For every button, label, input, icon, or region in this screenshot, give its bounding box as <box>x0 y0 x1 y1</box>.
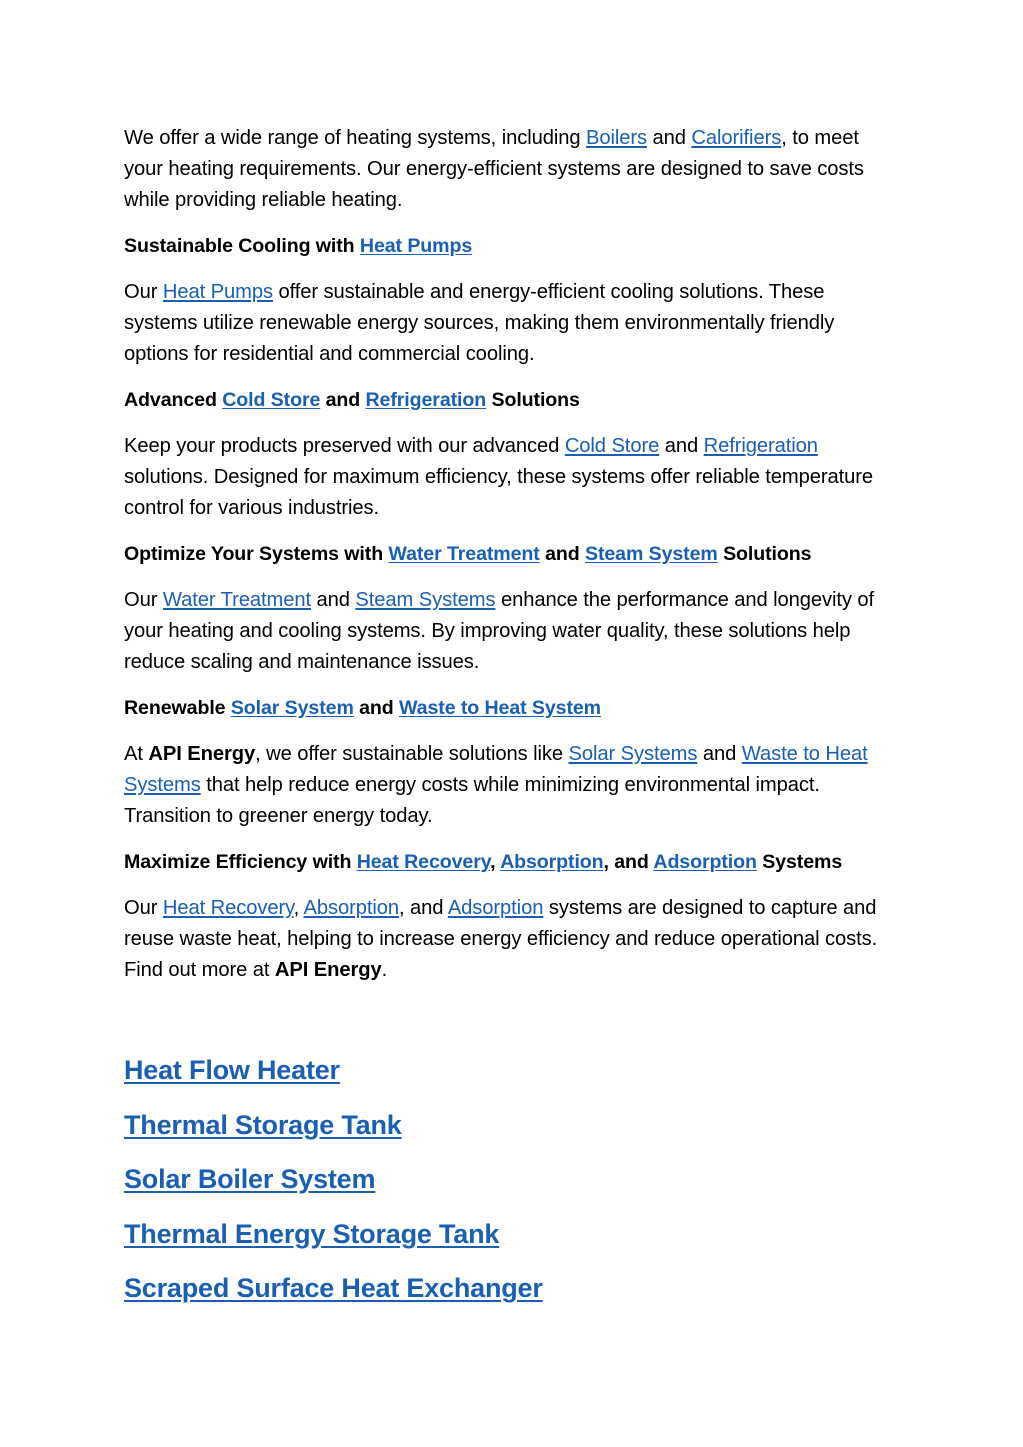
text: , we offer sustainable solutions like <box>255 743 569 765</box>
link-adsorption-heading[interactable]: Adsorption <box>653 851 757 873</box>
link-refrigeration-heading[interactable]: Refrigeration <box>365 389 487 411</box>
link-solar-boiler-system[interactable]: Solar Boiler System <box>124 1164 376 1195</box>
link-cold-store-heading[interactable]: Cold Store <box>222 389 321 411</box>
link-thermal-energy-storage-tank[interactable]: Thermal Energy Storage Tank <box>124 1218 500 1249</box>
link-adsorption[interactable]: Adsorption <box>447 897 544 919</box>
link-boilers[interactable]: Boilers <box>586 127 648 149</box>
heading-cold-store <box>124 385 899 416</box>
text: and <box>697 743 742 765</box>
link-water-treatment[interactable]: Water Treatment <box>162 589 311 611</box>
text: , and <box>399 897 448 919</box>
heading-text: Maximize Efficiency with <box>124 851 357 873</box>
link-absorption-heading[interactable]: Absorption <box>500 851 604 873</box>
brand-name: API Energy <box>274 959 382 981</box>
link-heat-pumps-heading[interactable]: Heat Pumps <box>359 235 473 257</box>
link-heat-recovery-heading[interactable]: Heat Recovery <box>356 851 491 873</box>
link-heat-flow-heater[interactable]: Heat Flow Heater <box>124 1055 340 1085</box>
text: enhance the performance and longevity of your heating and cooling systems. By improving water quality, these solutions help reduce scaling and maintenance issues. <box>124 589 875 673</box>
link-refrigeration[interactable]: Refrigeration <box>703 435 818 457</box>
heading-water-treatment <box>124 539 899 570</box>
link-thermal-storage-tank[interactable]: Thermal Storage Tank <box>124 1109 402 1140</box>
link-scraped-surface-heat-exchanger[interactable]: Scraped Surface Heat Exchanger <box>124 1273 543 1304</box>
paragraph-heating <box>124 123 899 216</box>
related-links <box>124 1052 543 1325</box>
link-waste-to-heat-systems[interactable]: Waste to Heat Systems <box>124 743 868 796</box>
paragraph-heat-pumps <box>124 277 899 370</box>
heading-text: and <box>539 543 585 565</box>
paragraph-heat-recovery <box>124 893 899 986</box>
heading-text: Advanced <box>124 389 223 411</box>
heading-text: Systems <box>756 851 843 873</box>
text: Our <box>124 589 163 611</box>
link-solar-systems[interactable]: Solar Systems <box>568 743 698 765</box>
heading-text: Renewable <box>124 697 231 719</box>
link-water-treatment-heading[interactable]: Water Treatment <box>388 543 540 565</box>
text: Our <box>124 897 163 919</box>
link-heat-recovery[interactable]: Heat Recovery <box>162 897 294 919</box>
link-waste-to-heat-heading[interactable]: Waste to Heat System <box>399 697 601 719</box>
heading-text: , <box>490 851 501 873</box>
text: offer sustainable and energy-efficient cooling solutions. These systems utilize renewable energy sources, making them environmentally friendly options for residential and commercial cooling. <box>124 281 835 365</box>
text: and <box>647 127 692 149</box>
heading-text: , and <box>603 851 654 873</box>
link-heat-pumps[interactable]: Heat Pumps <box>162 281 273 303</box>
heading-text: and <box>353 697 400 719</box>
article-body <box>124 123 899 1001</box>
heading-text: Solutions <box>486 389 580 411</box>
heading-maximize-efficiency <box>124 847 899 878</box>
text: At <box>124 743 149 765</box>
heading-text: and <box>320 389 366 411</box>
link-absorption[interactable]: Absorption <box>303 897 400 919</box>
text: , to meet your heating requirements. Our energy-efficient systems are designed to save costs while providing reliable heating. <box>124 127 864 211</box>
brand-name: API Energy <box>148 743 256 765</box>
heading-renewable <box>124 693 899 724</box>
paragraph-water-treatment <box>124 585 899 678</box>
heading-text: Optimize Your Systems with <box>124 543 389 565</box>
text: , <box>293 897 304 919</box>
text: systems are designed to capture and reuse waste heat, helping to increase energy efficiency and reduce operational costs. Find out more at <box>124 897 878 981</box>
text: and <box>659 435 704 457</box>
heading-sustainable-cooling <box>124 231 899 262</box>
text: solutions. Designed for maximum efficiency, these systems offer reliable temperature control for various industries. <box>124 466 873 519</box>
text: We offer a wide range of heating systems, including <box>124 127 586 149</box>
link-steam-system-heading[interactable]: Steam System <box>584 543 718 565</box>
text: and <box>310 589 356 611</box>
paragraph-cold-store <box>124 431 899 524</box>
text: that help reduce energy costs while minimizing environmental impact. Transition to greener energy today. <box>124 774 820 827</box>
heading-text: Sustainable Cooling with <box>124 235 360 257</box>
paragraph-renewable <box>124 739 899 832</box>
text: Keep your products preserved with our advanced <box>124 435 565 457</box>
link-calorifiers[interactable]: Calorifiers <box>691 127 782 149</box>
link-cold-store[interactable]: Cold Store <box>564 435 660 457</box>
heading-text: Solutions <box>717 543 812 565</box>
link-steam-systems[interactable]: Steam Systems <box>355 589 496 611</box>
link-solar-system-heading[interactable]: Solar System <box>230 697 354 719</box>
text: Our <box>124 281 163 303</box>
text: . <box>381 959 388 981</box>
